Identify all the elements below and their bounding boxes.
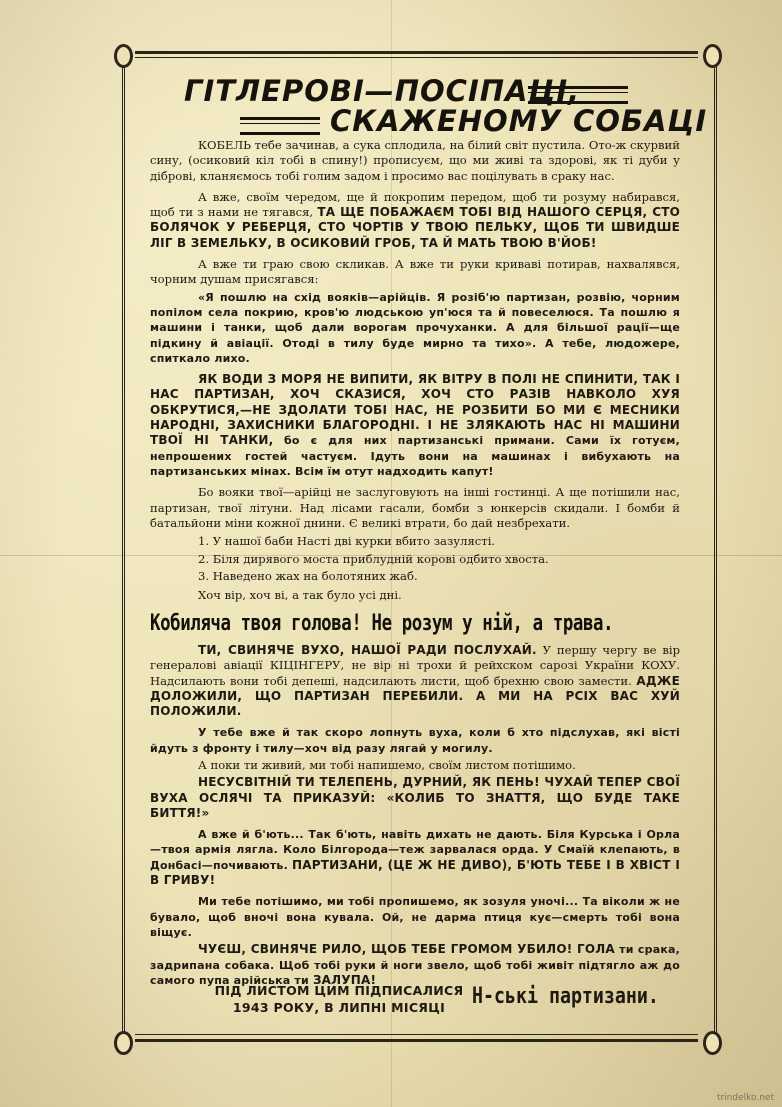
paragraph-13: Ми тебе потішимо, ми тобі пропишемо, як зозуля уночі... Та віколи ж не бувало, щоб вночі вона кувала. Ой, не дарма птиця кує—смерть тобі вона віщує. <box>150 895 680 939</box>
corner-ring-bottom-right <box>703 1031 722 1055</box>
paragraph-12-bold: ПАРТИЗАНИ, (ЦЕ Ж НЕ ДИВО), Б'ЮТЬ ТЕБЕ І В ХВІСТ І В ГРИВУ! <box>150 857 681 888</box>
paragraph-2-plain: А вже, своїм чередом, ще й покропим передом, щоб ти розуму набирався, щоб ти з нами не тягався, <box>150 189 680 220</box>
losses-list <box>150 533 680 586</box>
paragraph-9: У тебе вже й так скоро лопнуть вуха, коли б хто підслухав, які вісті йдуть з фронту і тилу—хоч від разу лягай у могилу. <box>150 726 680 755</box>
paragraph-5-bold: ЯК ВОДИ З МОРЯ НЕ ВИПИТИ, ЯК ВІТРУ В ПОЛІ НЕ СПИНИТИ, ТАК І НАС ПАРТИЗАН, ХОЧ СКАЗИСЯ, ХОЧ СТО РАЗІВ НАВКОЛО ХУЯ ОБКРУТИСЯ,—НЕ ЗДОЛАТИ ТОБІ НАС, НЕ РОЗБИТИ БО МИ Є МЕСНИКИ НАРОДНІ, ЗАХИСНИКИ БЛАГОРОДНІ. І НЕ ЗЛЯКАЮТЬ НАС НІ МАШИНИ ТВОЇ НІ ТАНКИ, <box>150 372 680 448</box>
paragraph-11: НЕСУСВІТНІЙ ТИ ТЕЛЕПЕНЬ, ДУРНИЙ, ЯК ПЕНЬ! ЧУХАЙ ТЕПЕР СВОЇ ВУХА ОСЛЯЧІ ТА ПРИКАЗУЙ: «КОЛИБ ТО ЗНАТТЯ, ЩО БУДЕ ТАКЕ БИТТЯ!» <box>150 775 680 820</box>
title-line-2: СКАЖЕНОМУ СОБАЦІ <box>330 104 708 138</box>
title-line-1: ГІТЛЕРОВІ—ПОСІПАЦІ, <box>184 74 581 108</box>
leaflet-body <box>150 138 680 994</box>
paragraph-12-plain: А вже й б'ють... Так б'ють, навіть дихать не дають. Біля Курська і Орла—твоя армія лягла. Коло Білгорода—теж зарвалася орда. У Смаїй клепають, в Донбасі—почивають. <box>150 828 680 872</box>
corner-ring-bottom-left <box>114 1031 133 1055</box>
signature-caption <box>210 982 468 1016</box>
paragraph-2-bold: ТА ЩЕ ПОБАЖАЄМ ТОБІ ВІД НАШОГО СЕРЦЯ, СТО БОЛЯЧОК У РЕБЕРЦЯ, СТО ЧОРТІВ У ТВОЮ ПЕЛЬКУ, ЩОБ ТИ ШВИДШЕ ЛІГ В ЗЕМЕЛЬКУ, В ОСИКОВИЙ ГРОБ, ТА Й МАТЬ ТВОЮ В'ЙОБ! <box>150 205 680 250</box>
paragraph-8-bold: ТИ, СВИНЯЧЕ ВУХО, НАШОЇ РАДИ ПОСЛУХАЙ. <box>198 642 537 657</box>
paragraph-5-tail: бо є для них партизанські примани. Сами їх готуєм, непрошених гостей частуєм. Ідуть вони на машинах і вибухають на партизанських мінах. Всім їм отут надходить капут! <box>150 434 681 478</box>
paragraph-3: А вже ти граю свою скликав. А вже ти руки криваві потирав, нахвалявся, чорним душам присягався: <box>150 257 680 287</box>
paragraph-14-end: ЗАЛУПА! <box>312 972 377 987</box>
signature-name: Н-ські партизани. <box>472 984 659 1009</box>
frame-bottom-rule-thin <box>135 1034 698 1035</box>
headline-horse-head: Кобиляча твоя голова! Не розум у ній, а трава. <box>150 610 614 636</box>
list-item: 1. У нашої баби Насті дві курки вбито зазулясті. <box>198 534 496 549</box>
frame-top-rule <box>135 51 698 54</box>
paragraph-8 <box>150 643 680 719</box>
paragraph-1: КОБЕЛЬ тебе зачинав, а сука сплодила, на білий світ пустила. Ото-ж скурвий сину, (осиковий кіл тобі в спину!) прописуєм, що ми живі та здорові, як ті дуби у діброві, кланяємось тобі голим задом і просимо вас поцілувать в сраку нас. <box>150 138 680 183</box>
paragraph-6: Бо вояки твої—арійці не заслуговують на інші гостинці. А ще потішили нас, партизан, твої літуни. Над лісами гасали, бомби з юнкерсів скидали. І бомби й батальйони міни кожної днини. Є великі втрати, бо дай незбрехати. <box>150 485 680 530</box>
frame-top-rule-thin <box>135 57 698 58</box>
paragraph-14-caps: ЧУЄШ, СВИНЯЧЕ РИЛО, ЩОБ ТЕБЕ ГРОМОМ УБИЛО! ГОЛА <box>198 942 615 957</box>
paragraph-7: Хоч вір, хоч ві, а так було усі дні. <box>198 587 402 602</box>
paragraph-8-plain: У першу чергу ве вір генералові авіації КІЦІНГЕРУ, не вір ні трохи й рейхском сарозі України КОХУ. Надсилають вони тобі депеші, надсилають листи, щоб брехню свою замести. <box>150 642 681 688</box>
signature-block <box>210 982 670 1026</box>
frame-bottom-rule <box>135 1039 698 1042</box>
paragraph-5 <box>150 372 680 479</box>
list-item: 3. Наведено жах на болотяних жаб. <box>198 569 418 584</box>
paragraph-10: А поки ти живий, ми тобі напишемо, своїм листом потішимо. <box>198 758 576 772</box>
signature-line-1: ПІД ЛИСТОМ ЦИМ ПІДПИСАЛИСЯ <box>214 983 464 998</box>
corner-ring-top-right <box>703 44 722 68</box>
watermark: trindelko.net <box>716 1093 774 1103</box>
paragraph-8-bold-end: АДЖЕ ДОЛОЖИЛИ, ЩО ПАРТИЗАН ПЕРЕБИЛИ. А МИ НА РСІХ ВАС ХУЙ ПОЛОЖИЛИ. <box>150 673 680 719</box>
title-ornament-left <box>240 117 320 135</box>
paragraph-2 <box>150 190 680 251</box>
paragraph-12 <box>150 827 680 888</box>
corner-ring-top-left <box>114 44 133 68</box>
title-ornament-right <box>528 86 628 104</box>
paragraph-14-plain: ти срака, задрипана собака. Щоб тобі руки й ноги звело, щоб тобі живіт підтягло аж до самого пупа арійська ти <box>150 943 680 987</box>
list-item: 2. Біля дирявого моста приблудній корові одбито хвоста. <box>198 551 549 566</box>
signature-line-2: 1943 РОКУ, В ЛИПНІ МІСЯЦІ <box>232 1000 446 1015</box>
paragraph-4-quote: «Я пошлю на схід вояків—арійців. Я розіб'ю партизан, розвію, чорним попілом села покрию, кров'ю людською уп'юся та й повеселюся. Та пошлю я машини і танки, щоб дали ворогам прочуханки. А для більшої рації—ще підкину й авіації. Отоді в тилу буде мирно та тихо». А тебе, людожере, спиткало лихо. <box>150 290 680 365</box>
